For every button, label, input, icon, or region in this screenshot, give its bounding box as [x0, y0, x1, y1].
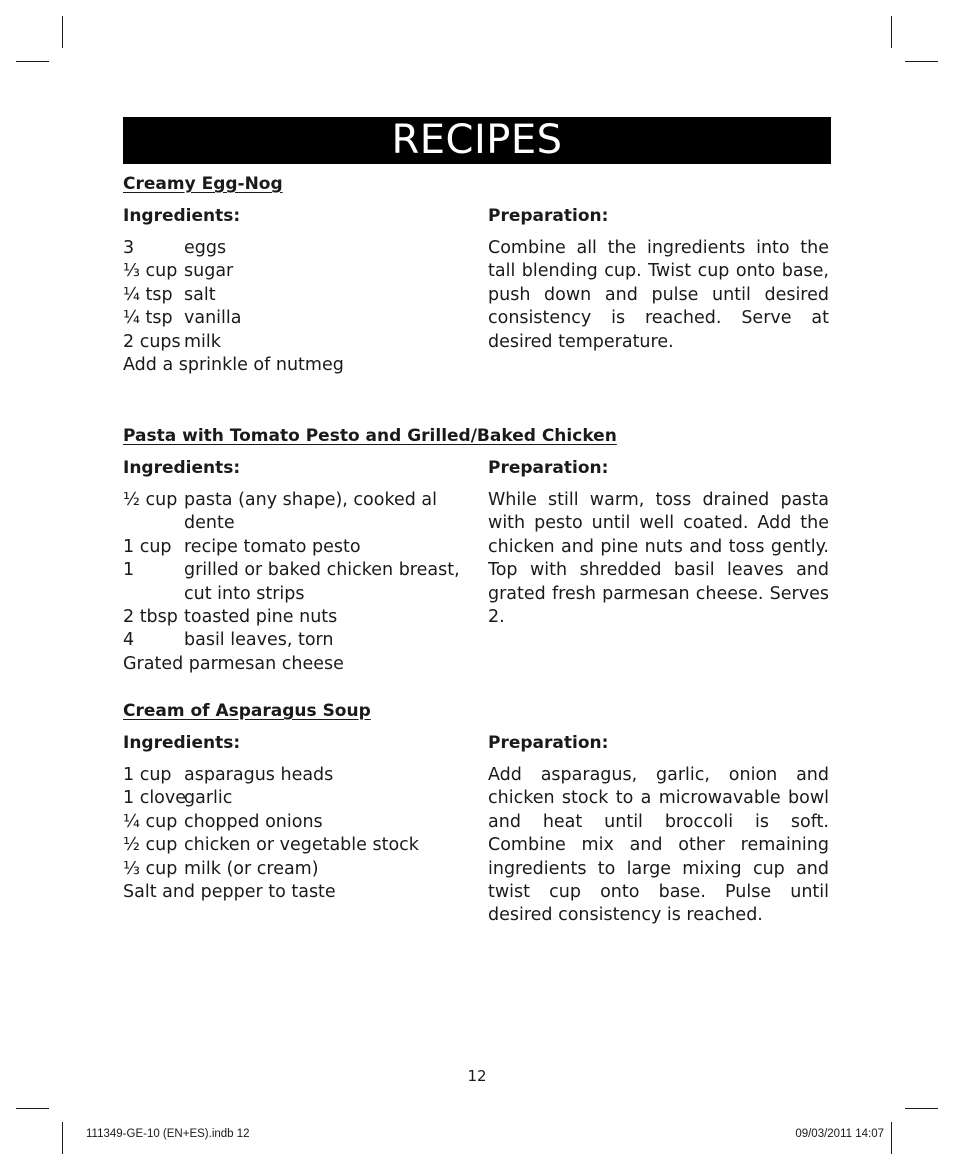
crop-mark: [16, 1108, 49, 1109]
ingredient-item: sugar: [184, 261, 234, 282]
ingredient-row: [123, 331, 483, 354]
page-title: RECIPES: [123, 117, 831, 164]
ingredient-quantity: ¼ cup: [123, 811, 178, 832]
ingredients-list: [123, 489, 483, 676]
ingredient-row: [123, 811, 483, 834]
ingredient-row: [123, 237, 483, 260]
ingredient-item: chopped onions: [184, 811, 323, 832]
preparation-heading: Preparation:: [488, 458, 609, 478]
ingredient-row: [123, 764, 483, 787]
footer-datetime: 09/03/2011 14:07: [795, 1128, 884, 1140]
ingredient-quantity: ½ cup: [123, 490, 178, 510]
ingredient-row: [123, 881, 483, 904]
ingredient-item: salt: [184, 284, 216, 305]
crop-mark: [16, 61, 49, 62]
ingredient-row: [123, 307, 483, 330]
preparation-text: While still warm, toss drained pasta with pesto until well coated. Add the chicken and pine nuts and toss gently. Top with shredded basil leaves and grated fresh parmesan cheese. Serves 2.: [488, 490, 829, 628]
ingredient-item: eggs: [184, 238, 227, 258]
ingredient-item: milk: [184, 331, 221, 352]
ingredient-item: chicken or vegetable stock: [184, 835, 419, 856]
ingredient-quantity: ¼ tsp: [123, 308, 173, 329]
ingredient-item: grilled or baked chicken breast, cut into strips: [184, 560, 460, 604]
ingredient-row: [123, 260, 483, 283]
ingredients-heading: Ingredients:: [123, 733, 241, 753]
ingredient-quantity: ⅓ cup: [123, 858, 178, 879]
ingredient-quantity: ¼ tsp: [123, 284, 173, 305]
ingredient-quantity: 3: [123, 238, 135, 258]
recipe-title: Pasta with Tomato Pesto and Grilled/Baked Chicken: [123, 426, 617, 446]
ingredient-row: [123, 536, 483, 559]
footer-file-info: 111349-GE-10 (EN+ES).indb 12: [86, 1128, 250, 1140]
crop-mark: [905, 61, 938, 62]
ingredient-quantity: 2 tbsp: [123, 607, 178, 628]
ingredient-item: recipe tomato pesto: [184, 536, 361, 557]
ingredient-row: [123, 653, 483, 676]
recipe-title: Cream of Asparagus Soup: [123, 701, 371, 721]
ingredient-item: Add a sprinkle of nutmeg: [123, 355, 344, 376]
page-number: 12: [467, 1067, 487, 1085]
ingredient-row: [123, 354, 483, 377]
ingredient-quantity: 1 cup: [123, 765, 172, 785]
preparation-text: Combine all the ingredients into the tall blending cup. Twist cup onto base, push down and pulse until desired consistency is reached. Serve at desired temperature.: [488, 238, 829, 352]
crop-mark: [62, 1122, 63, 1154]
ingredient-quantity: 1: [123, 560, 135, 581]
ingredients-list: [123, 237, 483, 377]
ingredient-item: toasted pine nuts: [184, 607, 338, 628]
ingredient-quantity: 4: [123, 630, 135, 651]
ingredient-row: [123, 834, 483, 857]
recipe-title: Creamy Egg-Nog: [123, 174, 283, 194]
ingredient-quantity: 1 cup: [123, 536, 172, 557]
ingredient-item: asparagus heads: [184, 765, 334, 785]
ingredient-item: Salt and pepper to taste: [123, 882, 336, 903]
ingredient-row: [123, 559, 483, 606]
ingredient-row: [123, 606, 483, 629]
ingredient-item: pasta (any shape), cooked al dente: [184, 490, 437, 534]
ingredients-list: [123, 764, 483, 904]
ingredient-item: milk (or cream): [184, 858, 319, 879]
crop-mark: [62, 16, 63, 48]
ingredient-item: vanilla: [184, 308, 242, 329]
ingredient-quantity: 2 cups: [123, 331, 181, 352]
crop-mark: [891, 1122, 892, 1154]
ingredients-heading: Ingredients:: [123, 206, 241, 226]
preparation-text: Add asparagus, garlic, onion and chicken stock to a microwavable bowl and heat until broccoli is soft. Combine mix and other remaining ingredients to large mixing cup and twist cup onto base. Pulse until desired consistency is reached.: [488, 765, 829, 926]
ingredient-row: [123, 489, 483, 536]
ingredient-quantity: 1 clove: [123, 788, 187, 809]
ingredient-item: Grated parmesan cheese: [123, 653, 344, 674]
preparation-heading: Preparation:: [488, 733, 609, 753]
ingredient-quantity: ½ cup: [123, 835, 178, 856]
crop-mark: [905, 1108, 938, 1109]
ingredient-item: garlic: [184, 788, 233, 809]
crop-mark: [891, 16, 892, 48]
ingredient-row: [123, 284, 483, 307]
ingredients-heading: Ingredients:: [123, 458, 241, 478]
preparation-heading: Preparation:: [488, 206, 609, 226]
ingredient-row: [123, 787, 483, 810]
ingredient-quantity: ⅓ cup: [123, 261, 178, 282]
ingredient-row: [123, 629, 483, 652]
ingredient-row: [123, 858, 483, 881]
ingredient-item: basil leaves, torn: [184, 630, 334, 651]
